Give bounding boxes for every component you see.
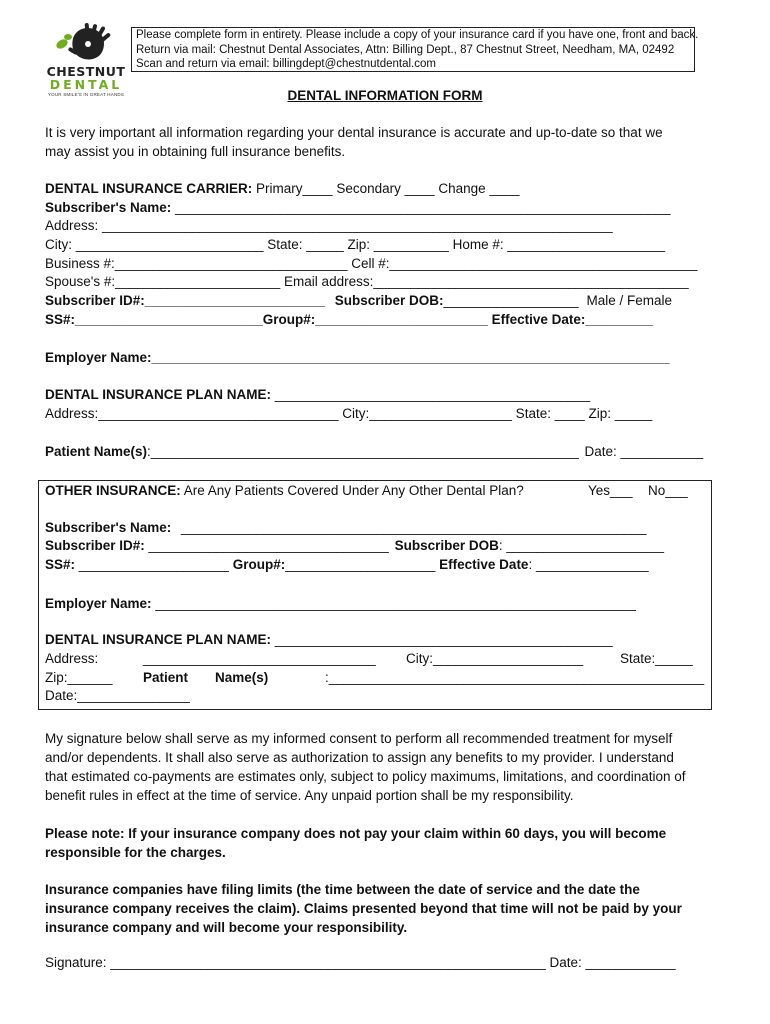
business-cell-row[interactable]: Business #:_______________________________ Cell #:_________________________________________ (45, 256, 698, 271)
signature-row[interactable] (45, 955, 676, 970)
logo-tagline: YOUR SMILE'S IN GREAT HANDS (47, 92, 125, 97)
logo-subtitle: DENTAL (49, 77, 123, 92)
other-plan-name-row[interactable]: DENTAL INSURANCE PLAN NAME: _____________________________________________ (45, 632, 613, 647)
payment-note: Please note: If your insurance company does not pay your claim within 60 days, you will become responsible for the charges. (45, 826, 667, 860)
signature-line: Signature: __________________________________________________________ (45, 955, 546, 970)
other-insurance-yes[interactable]: Yes___ (588, 483, 633, 498)
other-insurance-no[interactable]: No___ (648, 483, 688, 498)
other-date[interactable]: Date:_______________ (45, 688, 190, 703)
other-address-label: Address: (45, 651, 99, 666)
carrier-heading: DENTAL INSURANCE CARRIER: (45, 181, 253, 196)
consent-paragraph: My signature below shall serve as my informed consent to perform all recommended treatment for myself and/or dependents. It shall also serve as authorization to assign any benefits to my provider. I understand that estimated co-payments are estimates only, subject to policy maximums, limitations, and coordination of benefit rules in effect at the time of service. Any unpaid portion shall be my responsibility. (45, 731, 686, 803)
filing-limits-note: Insurance companies have filing limits (the time between the date of service and the date the insurance company receives the claim). Claims presented beyond that time will not be paid by your insurance company and will become your responsibility. (45, 882, 682, 935)
plan-address-row[interactable]: Address:________________________________ City:___________________ State: ____ Zip: _____ (45, 406, 653, 421)
subscriber-id-row[interactable]: Subscriber ID#:________________________ Subscriber DOB:__________________ Male / Female (45, 293, 672, 308)
other-insurance-question: OTHER INSURANCE: Are Any Patients Covered Under Any Other Dental Plan? (45, 483, 524, 498)
other-state[interactable]: State:_____ (620, 651, 693, 666)
signature-date: Date: ____________ (549, 955, 676, 970)
hand-print-icon (44, 22, 128, 66)
plan-name-row[interactable]: DENTAL INSURANCE PLAN NAME: __________________________________________ (45, 387, 591, 402)
other-names-label: Name(s) (215, 670, 269, 685)
carrier-options[interactable]: Primary____ Secondary ____ Change ____ (256, 181, 520, 196)
form-title: DENTAL INFORMATION FORM (287, 88, 483, 103)
subscriber-address-row[interactable]: Address: ____________________________________________________________________ (45, 218, 613, 233)
other-subscriber-name-row[interactable]: Subscriber's Name: ______________________________________________________________ (45, 520, 647, 535)
other-patient-label: Patient (143, 670, 189, 685)
instructions-email: Scan and return via email: billingdept@chestnutdental.com (136, 58, 436, 70)
employer-row[interactable]: Employer Name:_____________________________________________________________________ (45, 350, 670, 365)
carrier-row (45, 181, 519, 196)
other-subscriber-id-row[interactable]: Subscriber ID#: ________________________________ Subscriber DOB: _____________________ (45, 538, 665, 553)
logo-name: CHESTNUT (46, 64, 126, 79)
spouse-email-row[interactable]: Spouse's #:______________________ Email address:__________________________________________ (45, 274, 689, 289)
other-ss-group-row[interactable]: SS#: ____________________ Group#:____________________ Effective Date: _______________ (45, 557, 649, 572)
instructions-line: Please complete form in entirety. Please include a copy of your insurance card if you have one, front and back. (136, 29, 699, 41)
instructions-mail: Return via mail: Chestnut Dental Associates, Attn: Billing Dept., 87 Chestnut Street, Needham, MA, 02492 (136, 43, 675, 56)
other-address-line[interactable]: _______________________________ (143, 651, 376, 666)
patient-row[interactable]: Patient Name(s):_________________________________________________________ Date: ___________ (45, 444, 704, 459)
instructions-box (131, 27, 699, 72)
other-zip[interactable]: Zip:______ (45, 670, 113, 685)
intro-paragraph: It is very important all information regarding your dental insurance is accurate and up-to-date so that we may assist you in obtaining full insurance benefits. (45, 125, 663, 159)
city-state-zip-row[interactable]: City: _________________________ State: _____ Zip: __________ Home #: _____________________ (45, 237, 666, 252)
subscriber-name-row[interactable]: Subscriber's Name: __________________________________________________________________ (45, 200, 671, 215)
other-names-line[interactable]: :__________________________________________________ (325, 670, 705, 685)
ss-group-effective-row[interactable]: SS#:_________________________Group#:_______________________ Effective Date:_________ (45, 312, 654, 327)
other-city[interactable]: City:____________________ (406, 651, 584, 666)
other-employer-row[interactable]: Employer Name: ________________________________________________________________ (45, 596, 636, 611)
